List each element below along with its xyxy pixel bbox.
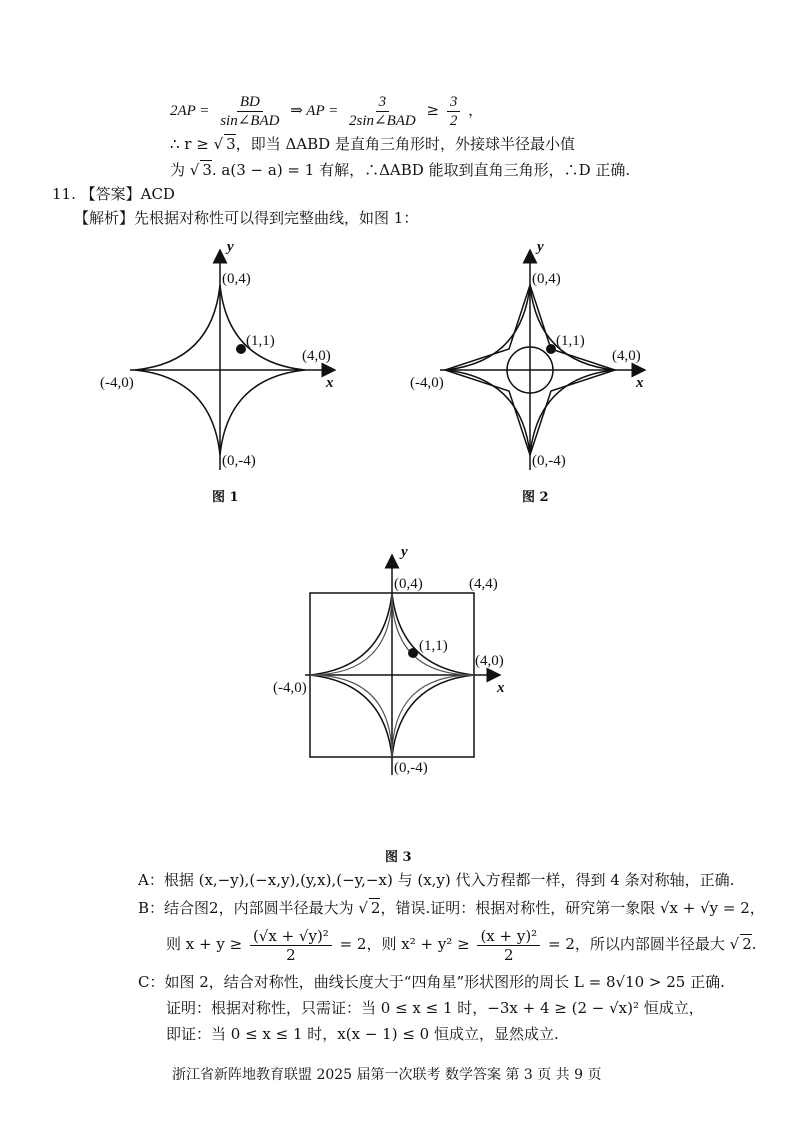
line2-prefix: ∴ r ≥ [170, 135, 214, 153]
q11-answer: 11. 【答案】ACD [52, 185, 175, 203]
caption-figure-2: 图 2 [522, 490, 549, 505]
b2-tail: = 2，所以内部圆半径最大 [547, 935, 730, 953]
option-a: A：根据 (x,−y),(−x,y),(y,x),(−y,−x) 与 (x,y) 代入方程都一样，得到 4 条对称轴，正确. [138, 871, 735, 889]
x-axis-label: x [497, 680, 505, 696]
label-left: (-4,0) [410, 375, 444, 391]
option-c-line-3: 即证：当 0 ≤ x ≤ 1 时，x(x − 1) ≤ 0 恒成立，显然成立. [166, 1025, 559, 1043]
label-top: (0,4) [394, 576, 423, 592]
b1-sqrt-value: 2 [370, 899, 381, 917]
fraction-bd-sin [217, 93, 282, 130]
b2-frac2-numerator: (x + y)² [477, 927, 540, 946]
figure-2-star [400, 235, 660, 480]
line2-sqrt-value: 3 [226, 135, 236, 153]
caption-figure-1: 图 1 [212, 490, 239, 505]
b2-fraction-2 [477, 927, 540, 964]
label-right: (4,0) [475, 653, 504, 669]
point-1-1 [408, 648, 418, 658]
b2-middle: = 2，则 x² + y² ≥ [339, 935, 470, 953]
frac3-numerator: 3 [447, 93, 461, 112]
label-bottom: (0,-4) [532, 453, 566, 469]
fraction-3-2sin [346, 93, 419, 130]
eq1-arrow: ⇒ AP = [290, 103, 339, 119]
b1-text: ，错误.证明：根据对称性，研究第一象限 √x + √y = 2， [380, 899, 765, 917]
label-right: (4,0) [302, 348, 331, 364]
figure-3-square [265, 540, 525, 785]
sqrt-symbol: √ [729, 935, 740, 953]
frac2-numerator: 3 [376, 93, 390, 112]
eq1-ge: ≥ [426, 101, 440, 119]
label-top: (0,4) [222, 271, 251, 287]
option-b-line-2 [166, 922, 757, 966]
frac2-denominator: 2sin∠BAD [349, 112, 416, 129]
figure-1-astroid [90, 235, 350, 480]
frac1-numerator: BD [237, 93, 263, 112]
line2-text: ，即当 ΔABD 是直角三角形时，外接球半径最小值 [235, 135, 575, 153]
label-right: (4,0) [612, 348, 641, 364]
option-b-line-1 [138, 898, 765, 918]
b2-frac2-denominator: 2 [504, 945, 514, 964]
line3-text: . a(3 − a) = 1 有解，∴ΔABD 能取到直角三角形，∴D 正确. [211, 161, 631, 179]
sqrt-symbol: √ [189, 161, 200, 179]
equation-line-2 [170, 134, 575, 154]
b2-prefix: 则 x + y ≥ [166, 935, 243, 953]
y-axis-label: y [227, 239, 234, 255]
label-bottom: (0,-4) [394, 760, 428, 776]
label-top: (0,4) [532, 271, 561, 287]
b2-fraction-1 [250, 927, 332, 964]
label-corner: (4,4) [469, 576, 498, 592]
b2-sqrt-value: 2 [742, 935, 752, 953]
equation-line-1 [170, 90, 483, 130]
sqrt-symbol: √ [358, 899, 368, 917]
point-1-1 [236, 344, 246, 354]
x-axis-label: x [326, 375, 334, 391]
label-left: (-4,0) [100, 375, 134, 391]
frac1-denominator: sin∠BAD [220, 112, 280, 129]
page-footer: 浙江省新阵地教育联盟 2025 届第一次联考 数学答案 第 3 页 共 9 页 [172, 1067, 602, 1083]
b2-end: . [751, 935, 757, 953]
label-point: (1,1) [556, 333, 585, 349]
line3-prefix: 为 [170, 161, 190, 179]
point-1-1 [546, 344, 556, 354]
option-c-line-2: 证明：根据对称性，只需证：当 0 ≤ x ≤ 1 时，−3x + 4 ≥ (2 − √x)² 恒成立， [166, 999, 704, 1017]
eq1-end: ， [468, 101, 484, 119]
y-axis-label: y [537, 239, 544, 255]
equation-line-3 [170, 160, 630, 180]
x-axis-label: x [636, 375, 644, 391]
fraction-3-2 [447, 93, 461, 130]
label-bottom: (0,-4) [222, 453, 256, 469]
eq1-lhs: 2AP = [170, 103, 210, 119]
option-c-line-1: C：如图 2，结合对称性，曲线长度大于“四角星”形状图形的周长 L = 8√10 > 25 正确. [138, 973, 725, 991]
line3-sqrt-value: 3 [202, 161, 212, 179]
y-axis-label: y [401, 544, 408, 560]
label-point: (1,1) [419, 638, 448, 654]
b2-frac1-numerator: (√x + √y)² [250, 927, 332, 946]
frac3-denominator: 2 [449, 112, 458, 129]
label-point: (1,1) [246, 333, 275, 349]
b2-frac1-denominator: 2 [286, 945, 296, 964]
label-left: (-4,0) [273, 680, 307, 696]
b1-prefix: B：结合图2，内部圆半径最大为 [138, 899, 359, 917]
sqrt-symbol: √ [213, 135, 224, 153]
caption-figure-3: 图 3 [385, 850, 412, 865]
q11-analysis: 【解析】先根据对称性可以得到完整曲线，如图 1： [74, 209, 419, 227]
